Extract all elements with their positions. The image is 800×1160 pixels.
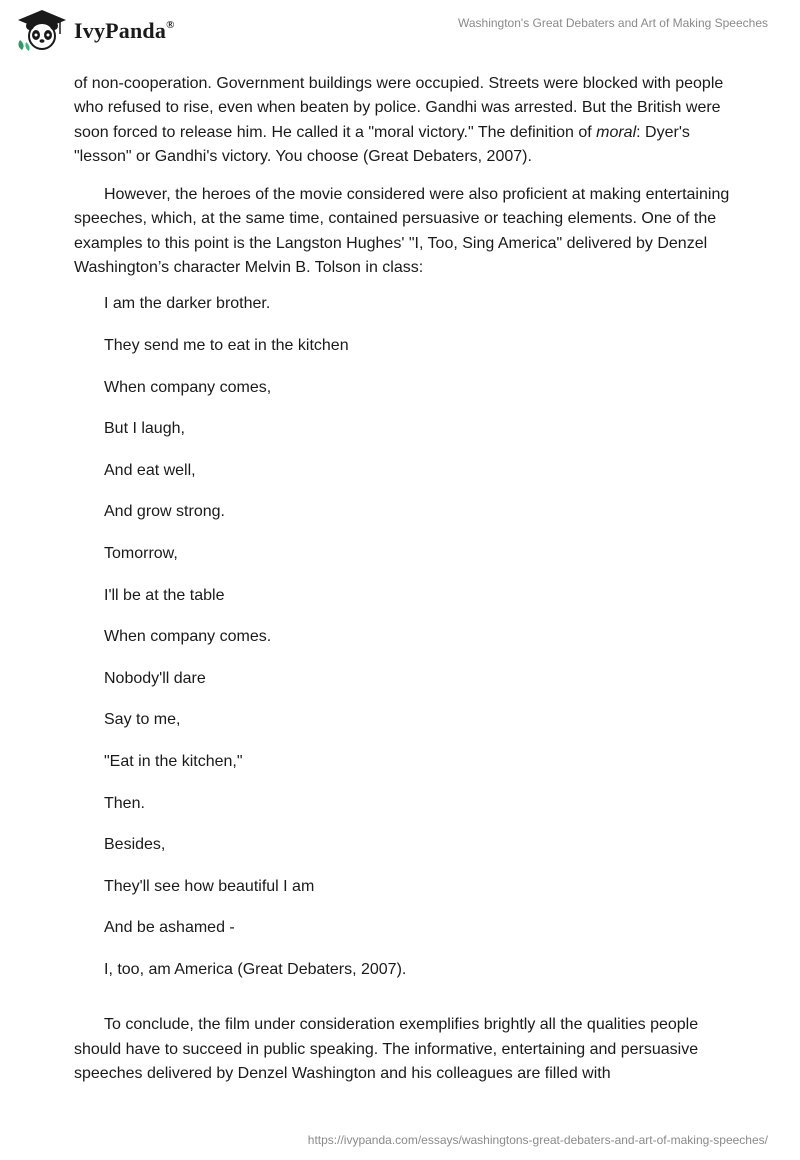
page-header bbox=[0, 0, 800, 70]
paragraph-1: of non-cooperation. Government buildings were occupied. Streets were blocked with people who refused to rise, even when beaten by police. Gandhi was arrested. But the British were soon forced to release him. He called it a "moral victory." The definition of moral: Dyer's "lesson" or Gandhi's victory. You choose (Great Debaters, 2007). bbox=[74, 75, 724, 165]
poem-line: I, too, am America (Great Debaters, 2007). bbox=[104, 960, 407, 978]
poem-line: Besides, bbox=[104, 836, 166, 854]
poem-line: They'll see how beautiful I am bbox=[104, 877, 315, 895]
poem-line: But I laugh, bbox=[104, 420, 185, 438]
brand-name: IvyPanda® bbox=[74, 18, 175, 43]
panda-graduate-icon bbox=[14, 8, 70, 52]
poem-line: They send me to eat in the kitchen bbox=[104, 336, 349, 354]
paragraph-2: However, the heroes of the movie considered were also proficient at making entertaining speeches, which, at the same time, contained persuasive or teaching elements. One of the examples to this point is the Langston Hughes' "I, Too, Sing America" delivered by Denzel Washington’s character Melvin B. Tolson in class: bbox=[74, 186, 730, 277]
poem-line: And be ashamed - bbox=[104, 919, 235, 937]
essay-body bbox=[74, 72, 734, 1100]
poem-line: When company comes, bbox=[104, 378, 272, 396]
poem-line: And grow strong. bbox=[104, 503, 225, 521]
poem-line: I'll be at the table bbox=[104, 586, 225, 604]
poem-line: "Eat in the kitchen," bbox=[104, 752, 243, 770]
poem-line: Nobody'll dare bbox=[104, 669, 206, 687]
poem-line: Then. bbox=[104, 794, 145, 812]
poem-line: I am the darker brother. bbox=[104, 295, 271, 313]
ivypanda-logo[interactable] bbox=[14, 8, 175, 52]
poem-block bbox=[104, 294, 734, 1001]
poem-line: And eat well, bbox=[104, 461, 196, 479]
source-url[interactable]: https://ivypanda.com/essays/washingtons-great-debaters-and-art-of-making-speeches/ bbox=[307, 1133, 768, 1147]
paragraph-3: To conclude, the film under consideration exemplifies brightly all the qualities people should have to succeed in public speaking. The informative, entertaining and persuasive speeches delivered by Denzel Washington and his colleagues are filled with bbox=[74, 1016, 699, 1083]
italic-term: moral bbox=[596, 123, 637, 141]
poem-line: Say to me, bbox=[104, 711, 181, 729]
poem-line: Tomorrow, bbox=[104, 544, 178, 562]
poem-line: When company comes. bbox=[104, 628, 272, 646]
document-title: Washington's Great Debaters and Art of Making Speeches bbox=[457, 16, 768, 30]
